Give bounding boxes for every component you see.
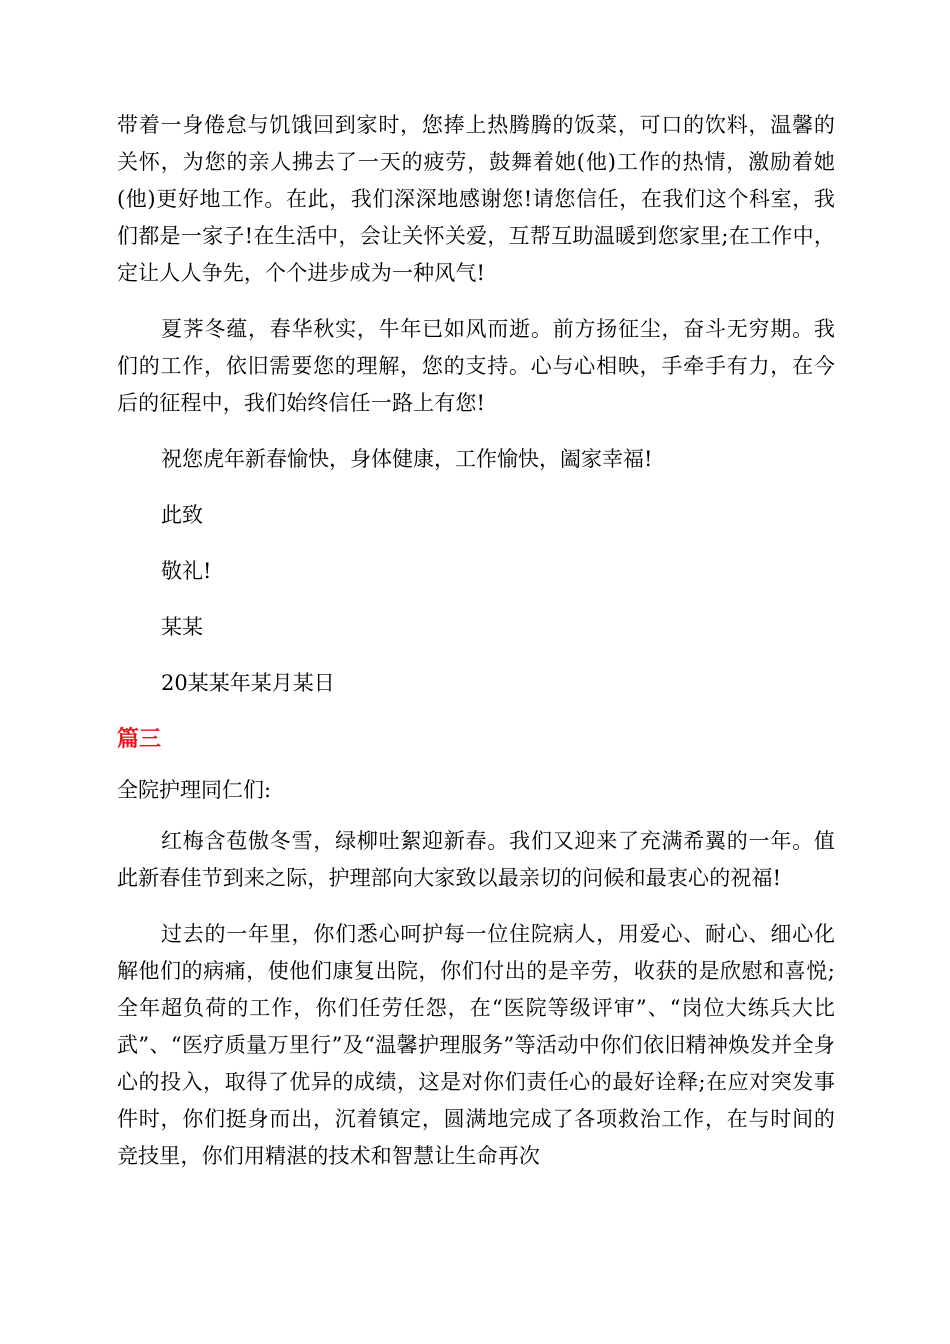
salutation: 全院护理同仁们:	[117, 778, 272, 802]
document-body	[117, 107, 835, 1175]
signature: 某某	[161, 615, 203, 639]
letter-paragraph-3: 红梅含苞傲冬雪，绿柳吐絮迎新春。我们又迎来了充满希翼的一年。值此新春佳节到来之际，护理部向大家致以最亲切的问候和最衷心的祝福!	[117, 829, 835, 890]
letter-paragraph-2: 夏荠冬蕴，春华秋实，牛年已如风而逝。前方扬征尘，奋斗无穷期。我们的工作，依旧需要您的理解，您的支持。心与心相映，手牵手有力，在今后的征程中，我们始终信任一路上有您!	[117, 317, 835, 415]
letter-paragraph-1: 带着一身倦怠与饥饿回到家时，您捧上热腾腾的饭菜，可口的饮料，温馨的关怀，为您的亲人拂去了一天的疲劳，鼓舞着她(他)工作的热情，激励着她(他)更好地工作。在此，我们深深地感谢您!请您信任，在我们这个科室，我们都是一家子!在生活中，会让关怀关爱，互帮互助温暖到您家里;在工作中，定让人人争先，个个进步成为一种风气!	[117, 113, 835, 285]
letter-paragraph-4: 过去的一年里，你们悉心呵护每一位住院病人，用爱心、耐心、细心化解他们的病痛，使他们康复出院，你们付出的是辛劳，收获的是欣慰和喜悦;全年超负荷的工作，你们任劳任怨，在“医院等级评审”、“岗位大练兵大比武”、“医疗质量万里行”及“温馨护理服务”等活动中你们依旧精神焕发并全身心的投入，取得了优异的成绩，这是对你们责任心的最好诠释;在应对突发事件时，你们挺身而出，沉着镇定，圆满地完成了各项救治工作，在与时间的竞技里，你们用精湛的技术和智慧让生命再次	[117, 922, 835, 1168]
wishes-line: 祝您虎年新春愉快，身体健康，工作愉快，阖家幸福!	[161, 447, 653, 471]
closing-line-1: 此致	[161, 503, 203, 527]
closing-line-2: 敬礼!	[161, 559, 212, 583]
letter-date: 20某某年某月某日	[161, 671, 335, 695]
section-title: 篇三	[117, 727, 162, 752]
